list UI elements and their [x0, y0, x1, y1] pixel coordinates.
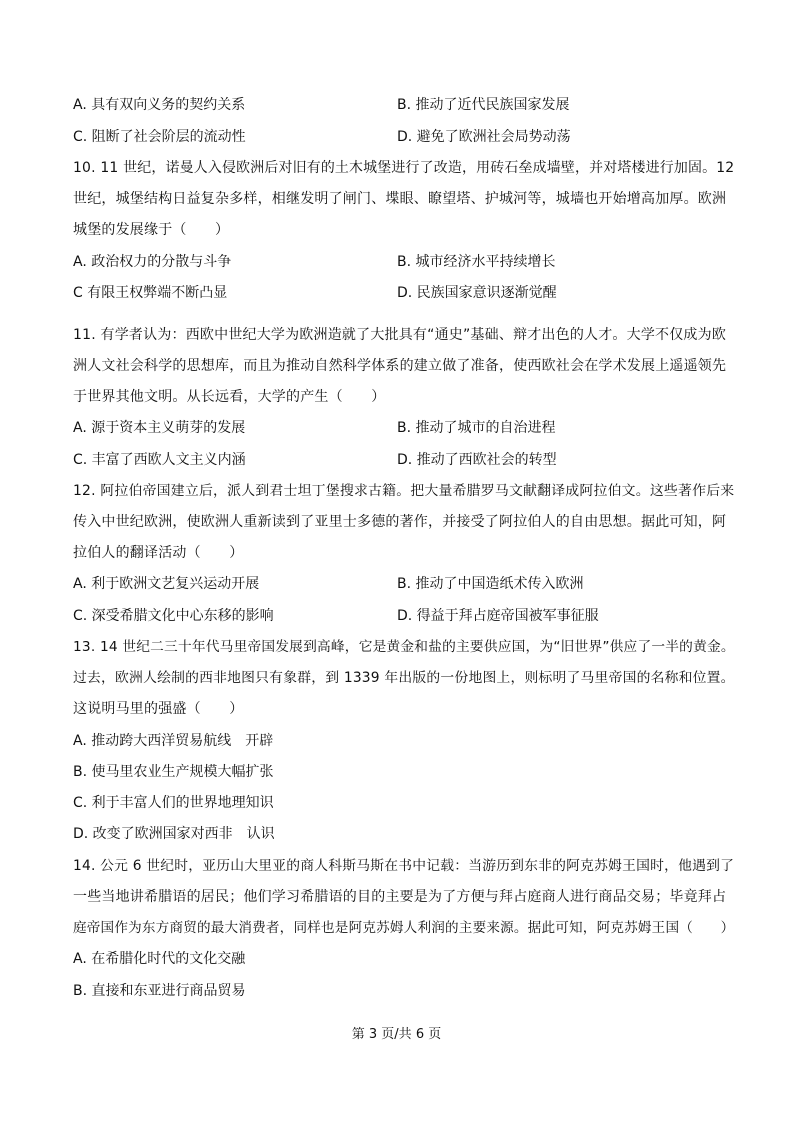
q13-option-b: B. 使马里农业生产规模大幅扩张 — [73, 764, 274, 780]
q9-option-c: C. 阻断了社会阶层的流动性 — [73, 129, 246, 145]
q9-option-a: A. 具有双向义务的契约关系 — [73, 97, 246, 113]
q13-option-d: D. 改变了欧洲国家对西非 认识 — [73, 826, 275, 842]
q9-option-b: B. 推动了近代民族国家发展 — [397, 97, 570, 113]
q12-option-b: B. 推动了中国造纸术传入欧洲 — [397, 576, 584, 592]
q10-stem-line-3: 城堡的发展缘于（ ） — [73, 222, 230, 238]
q12-stem-line-1: 12. 阿拉伯帝国建立后，派人到君士坦丁堡搜求古籍。把大量希腊罗马文献翻译成阿拉伯文。这些著作后来 — [73, 483, 735, 499]
q10-option-c: C 有限王权弊端不断凸显 — [73, 285, 228, 301]
q13-option-c: C. 利于丰富人们的世界地理知识 — [73, 795, 274, 811]
q11-option-a: A. 源于资本主义萌芽的发展 — [73, 420, 246, 436]
q10-stem-line-1: 10. 11 世纪，诺曼人入侵欧洲后对旧有的土木城堡进行了改造，用砖石垒成墙壁，并对塔楼进行加固。12 — [73, 160, 735, 176]
q12-option-a: A. 利于欧洲文艺复兴运动开展 — [73, 576, 260, 592]
q10-stem-line-2: 世纪，城堡结构日益复杂多样，相继发明了闸门、堞眼、瞭望塔、护城河等，城墙也开始增高加厚。欧洲 — [73, 191, 727, 207]
q10-option-d: D. 民族国家意识逐渐觉醒 — [397, 285, 557, 301]
q11-stem-line-1: 11. 有学者认为：西欧中世纪大学为欧洲造就了大批具有“通史”基础、辩才出色的人才。大学不仅成为欧 — [73, 327, 727, 343]
q10-option-a: A. 政治权力的分散与斗争 — [73, 254, 232, 270]
q11-stem-line-2: 洲人文社会科学的思想库，而且为推动自然科学体系的建立做了准备，使西欧社会在学术发展上遥遥领先 — [73, 358, 727, 374]
q14-stem-line-3: 庭帝国作为东方商贸的最大消费者，同样也是阿克苏姆人利润的主要来源。据此可知，阿克苏姆王国（ ） — [73, 920, 735, 936]
q11-stem-line-3: 于世界其他文明。从长远看，大学的产生（ ） — [73, 389, 386, 405]
q12-option-c: C. 深受希腊文化中心东移的影响 — [73, 608, 274, 624]
q9-option-d: D. 避免了欧洲社会局势动荡 — [397, 129, 571, 145]
page-footer: 第 3 页/共 6 页 — [351, 1027, 442, 1042]
q14-stem-line-1: 14. 公元 6 世纪时，亚历山大里亚的商人科斯马斯在书中记载：当游历到东非的阿克苏姆王国时，他遇到了 — [73, 858, 735, 874]
q12-stem-line-3: 拉伯人的翻译活动（ ） — [73, 545, 244, 561]
q11-option-c: C. 丰富了西欧人文主义内涵 — [73, 452, 246, 468]
q11-option-d: D. 推动了西欧社会的转型 — [397, 452, 557, 468]
q13-stem-line-3: 这说明马里的强盛（ ） — [73, 701, 244, 717]
q11-option-b: B. 推动了城市的自治进程 — [397, 420, 556, 436]
q13-stem-line-2: 过去，欧洲人绘制的西非地图只有象群，到 1339 年出版的一份地图上，则标明了马里帝国的名称和位置。 — [73, 670, 735, 686]
q13-stem-line-1: 13. 14 世纪二三十年代马里帝国发展到高峰，它是黄金和盐的主要供应国，为“旧世界”供应了一半的黄金。 — [73, 639, 735, 655]
q14-stem-line-2: 一些当地讲希腊语的居民；他们学习希腊语的目的主要是为了方便与拜占庭商人进行商品交易；毕竟拜占 — [73, 889, 727, 905]
q12-stem-line-2: 传入中世纪欧洲，使欧洲人重新读到了亚里士多德的著作，并接受了阿拉伯人的自由思想。据此可知，阿 — [73, 514, 727, 530]
q14-option-b: B. 直接和东亚进行商品贸易 — [73, 983, 246, 999]
q14-option-a: A. 在希腊化时代的文化交融 — [73, 951, 246, 967]
q12-option-d: D. 得益于拜占庭帝国被军事征服 — [397, 608, 599, 624]
q10-option-b: B. 城市经济水平持续增长 — [397, 254, 556, 270]
q13-option-a: A. 推动跨大西洋贸易航线 开辟 — [73, 733, 274, 749]
